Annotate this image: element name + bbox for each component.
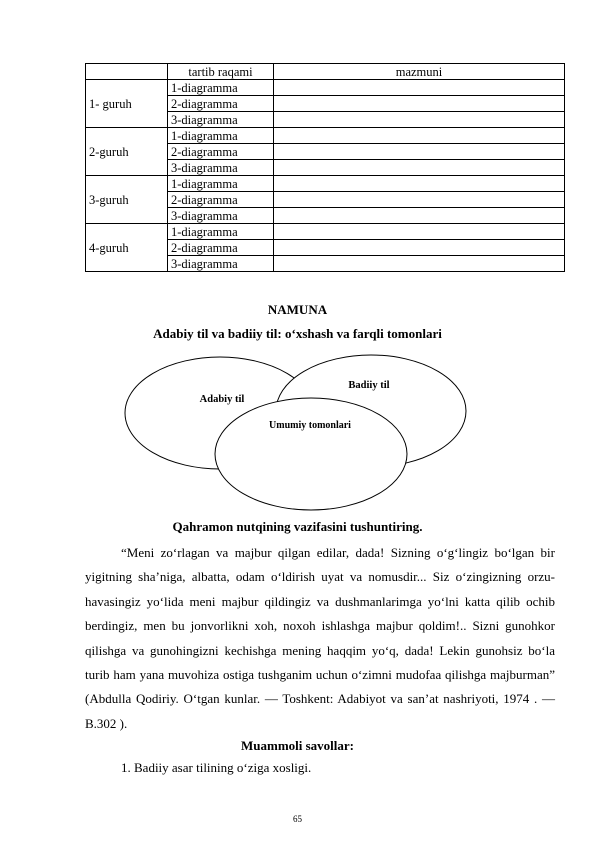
sample-heading: NAMUNA [267, 302, 328, 317]
content-cell [274, 240, 565, 256]
center-ellipse-label: Umumiy tomonlari [269, 420, 351, 431]
content-cell [274, 176, 565, 192]
content-cell [274, 96, 565, 112]
diagram-number: 2-diagramma [168, 144, 274, 160]
content-cell [274, 112, 565, 128]
page-number: 65 [293, 814, 302, 824]
table-header-row [86, 64, 565, 80]
center-ellipse [215, 398, 407, 510]
diagram-number: 1-diagramma [168, 128, 274, 144]
diagram-number: 1-diagramma [168, 176, 274, 192]
diagram-number: 2-diagramma [168, 192, 274, 208]
diagram-number: 1-diagramma [168, 80, 274, 96]
diagram-number: 3-diagramma [168, 160, 274, 176]
diagram-number: 3-diagramma [168, 112, 274, 128]
content-cell [274, 192, 565, 208]
diagram-number: 2-diagramma [168, 240, 274, 256]
left-ellipse-label: Adabiy til [199, 394, 245, 405]
content-cell [274, 256, 565, 272]
diagram-number: 1-diagramma [168, 224, 274, 240]
venn-diagram [120, 352, 470, 514]
header-empty [86, 64, 168, 80]
diagram-number: 3-diagramma [168, 208, 274, 224]
content-cell [274, 144, 565, 160]
content-cell [274, 160, 565, 176]
group-name: 4-guruh [86, 224, 168, 272]
groups-table [85, 63, 565, 272]
group-name: 2-guruh [86, 128, 168, 176]
venn-title: Adabiy til va badiiy til: o‘xshash va farqli tomonlari [153, 326, 442, 341]
right-ellipse-label: Badiiy til [348, 380, 390, 391]
header-tartib-raqami: tartib raqami [168, 64, 274, 80]
table-row [86, 176, 565, 192]
diagram-number: 3-diagramma [168, 256, 274, 272]
content-cell [274, 224, 565, 240]
table-row [86, 128, 565, 144]
diagram-number: 2-diagramma [168, 96, 274, 112]
header-mazmuni: mazmuni [274, 64, 565, 80]
group-name: 1- guruh [86, 80, 168, 128]
task-title: Qahramon nutqining vazifasini tushuntiring. [172, 519, 423, 534]
content-cell [274, 80, 565, 96]
quote-paragraph: “Meni zo‘rlagan va majbur qilgan edilar, dada! Sizning o‘g‘lingiz bo‘lgan bir yigitning sha’niga, albatta, odam o‘ldirish uyat va nomusdir... Siz o‘zingizning orzu-havasingiz yo‘lida meni majbur qildingiz va dushmanlarimga yo‘lni katta qilib ochib berdingiz, men bu jonvorlikni xoh, noxoh ishlashga majbur qoldim!.. Sizni gunohkor qilishga va gunohingizni kechishga mening haqqim yo‘q, dada! Lekin gunohsiz bo‘la turib ham yana muvohiza ostiga tushganim uchun o‘zimni mudofaa qilishga majburman” (Abdulla Qodiriy. O‘tgan kunlar. — Toshkent: Adabiyot va san’at nashriyoti, 1974 . — B.302 ). [85, 545, 555, 731]
content-cell [274, 208, 565, 224]
questions-title: Muammoli savollar: [240, 738, 354, 753]
group-name: 3-guruh [86, 176, 168, 224]
table-row [86, 80, 565, 96]
content-cell [274, 128, 565, 144]
table-row [86, 224, 565, 240]
question-item: 1. Badiiy asar tilining o‘ziga xosligi. [121, 760, 312, 775]
